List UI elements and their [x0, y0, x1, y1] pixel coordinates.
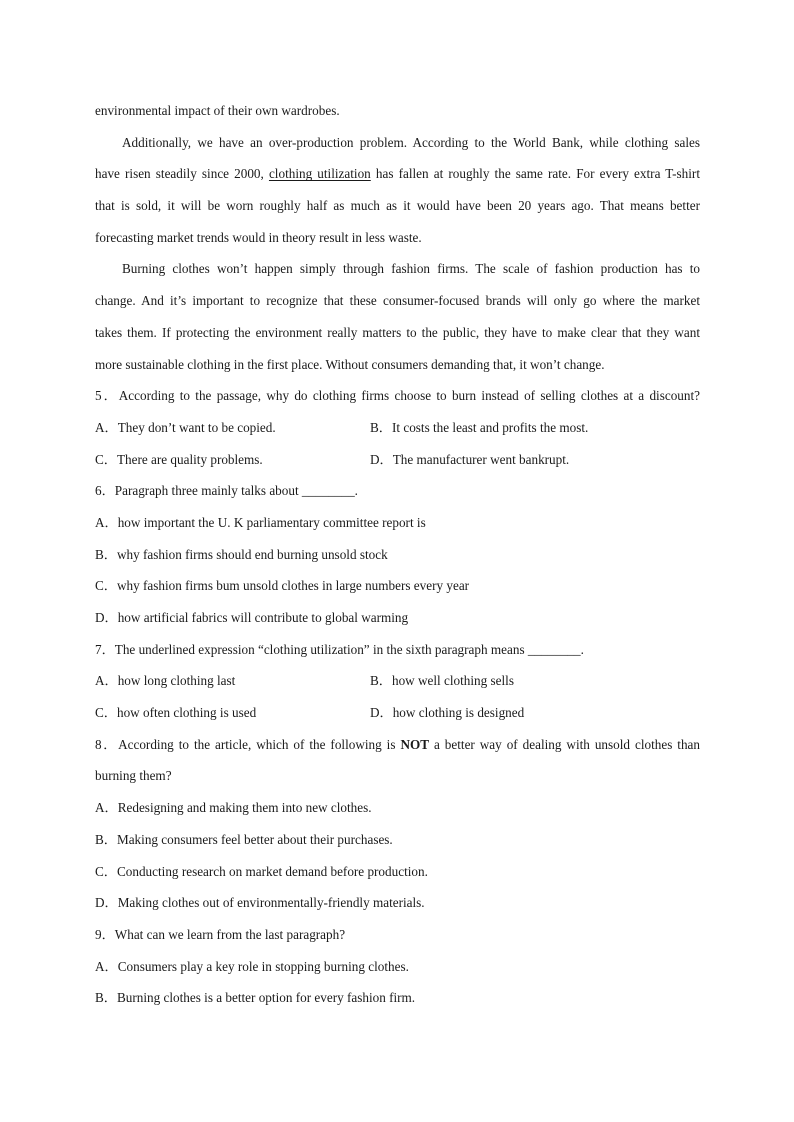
option-b: B．Making consumers feel better about their purchases. [95, 831, 393, 847]
passage-line: Burning clothes won’t happen simply through fashion firms. The scale of fashion production has to [122, 261, 700, 277]
document-page [95, 95, 700, 1014]
option-c: C．Conducting research on market demand before production. [95, 863, 428, 879]
question-stem: 9．What can we learn from the last paragraph? [95, 926, 346, 942]
passage-line: change. And it’s important to recognize that these consumer-focused brands will only go where the market [95, 293, 700, 309]
option-d: D．how clothing is designed [370, 705, 525, 721]
text-run: 8．According to the article, which of the following is [95, 736, 401, 752]
question-stem-continued: burning them? [95, 768, 172, 784]
passage-line [95, 158, 700, 190]
text-run: have risen steadily since 2000, [95, 166, 269, 182]
paragraph-six [95, 127, 700, 254]
question-5 [95, 380, 700, 475]
passage-line: takes them. If protecting the environment really matters to the public, they have to make clear that they want [95, 324, 700, 340]
question-stem: 6．Paragraph three mainly talks about ________. [95, 483, 358, 499]
option-b: B．how well clothing sells [370, 673, 514, 689]
text-run: a better way of dealing with unsold clothes than [429, 736, 700, 752]
underlined-expression: clothing utilization [268, 166, 371, 182]
question-7 [95, 634, 700, 729]
passage-line: environmental impact of their own wardrobes. [95, 103, 340, 118]
option-a: A．how important the U. K parliamentary committee report is [95, 514, 426, 530]
option-row [95, 697, 700, 729]
emphasis-not: NOT [400, 736, 430, 752]
option-d: D．how artificial fabrics will contribute to global warming [95, 610, 409, 625]
paragraph-seven [95, 253, 700, 380]
option-a: A．Redesigning and making them into new clothes. [95, 800, 372, 816]
option-b: B．Burning clothes is a better option for every fashion firm. [95, 990, 416, 1006]
option-row [95, 444, 700, 476]
option-d: D．The manufacturer went bankrupt. [370, 451, 570, 467]
question-stem: 5．According to the passage, why do clothing firms choose to burn instead of selling clothes at a discount? [95, 388, 700, 404]
question-9 [95, 919, 700, 1014]
passage-line: forecasting market trends would in theory result in less waste. [95, 229, 422, 245]
option-b: B．It costs the least and profits the most. [370, 419, 589, 435]
question-8 [95, 729, 700, 919]
option-a: A．Consumers play a key role in stopping burning clothes. [95, 958, 409, 974]
passage-line: more sustainable clothing in the first place. Without consumers demanding that, it won’t change. [95, 356, 605, 372]
option-b: B．why fashion firms should end burning unsold stock [95, 546, 388, 562]
option-row [95, 412, 700, 444]
text-run: has fallen at roughly the same rate. For every extra T-shirt [370, 166, 700, 182]
option-c: C．There are quality problems. [95, 451, 263, 467]
option-a: A．They don’t want to be copied. [95, 419, 276, 435]
option-a: A．how long clothing last [95, 673, 236, 689]
question-stem [95, 729, 700, 761]
passage-line: Additionally, we have an over-production problem. According to the World Bank, while clothing sales [122, 134, 700, 150]
option-d: D．Making clothes out of environmentally-friendly materials. [95, 895, 425, 911]
question-6 [95, 475, 700, 633]
option-c: C．why fashion firms bum unsold clothes in large numbers every year [95, 578, 470, 594]
passage-line: that is sold, it will be worn roughly half as much as it would have been 20 years ago. That means better [95, 198, 700, 214]
question-stem: 7．The underlined expression “clothing utilization” in the sixth paragraph means ________. [95, 641, 584, 657]
option-c: C．how often clothing is used [95, 705, 257, 721]
option-row [95, 665, 700, 697]
